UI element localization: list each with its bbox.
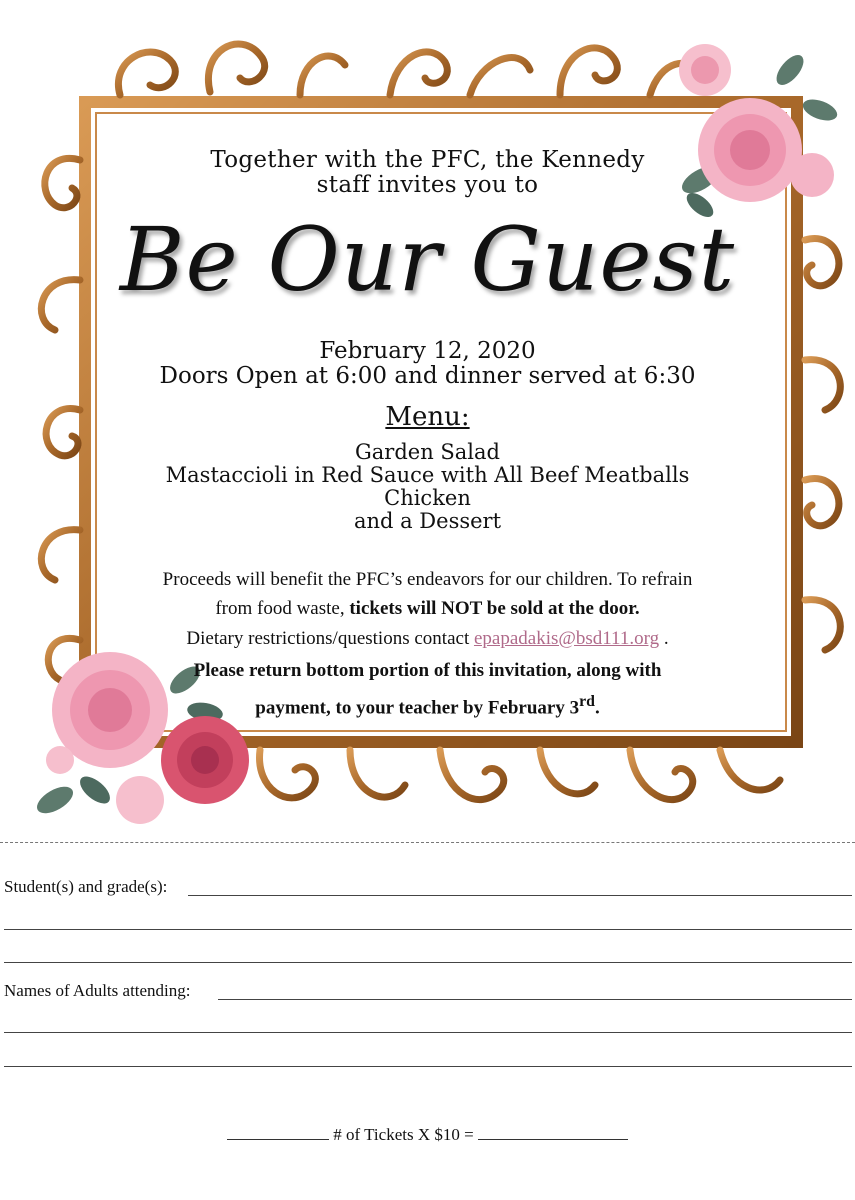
proceeds-line-2a: from food waste, xyxy=(215,598,350,619)
menu-item: Garden Salad xyxy=(355,440,500,464)
menu-item: and a Dessert xyxy=(353,509,502,533)
ticket-count-field[interactable] xyxy=(227,1125,329,1140)
event-date: February 12, 2020 xyxy=(319,338,536,364)
no-door-sales-notice: tickets will NOT be sold at the door. xyxy=(349,598,640,619)
cut-line xyxy=(0,842,855,843)
adults-label: Names of Adults attending: xyxy=(4,981,191,1000)
ordinal-suffix: rd xyxy=(579,693,595,710)
proceeds-line-2 xyxy=(0,595,855,623)
return-line-2 xyxy=(0,688,855,722)
students-field-line-3[interactable] xyxy=(4,962,852,963)
menu-item: Mastaccioli in Red Sauce with All Beef Meatballs xyxy=(165,463,690,487)
adults-field[interactable] xyxy=(218,999,852,1000)
dietary-end: . xyxy=(659,628,669,649)
tickets-label: # of Tickets X $10 = xyxy=(333,1125,474,1144)
contact-email-link[interactable]: epapadakis@bsd111.org xyxy=(473,628,660,649)
return-text: payment, to your teacher by February 3 xyxy=(255,697,580,719)
students-field-line-2[interactable] xyxy=(4,929,852,930)
students-field[interactable] xyxy=(188,895,852,896)
tickets-row xyxy=(0,1125,855,1145)
return-line-1: Please return bottom portion of this invitation, along with xyxy=(193,660,662,681)
dietary-line xyxy=(0,625,855,653)
adults-field-line-2[interactable] xyxy=(4,1032,852,1033)
invitation-title: Be Our Guest xyxy=(119,208,736,311)
top-scrollwork xyxy=(118,44,700,95)
ticket-total-field[interactable] xyxy=(478,1125,628,1140)
event-times: Doors Open at 6:00 and dinner served at 6:30 xyxy=(159,363,696,389)
menu-item: Chicken xyxy=(384,486,471,510)
intro-line-1: Together with the PFC, the Kennedy xyxy=(210,147,645,173)
dietary-text: Dietary restrictions/questions contact xyxy=(186,628,474,649)
menu-heading: Menu: xyxy=(385,402,470,432)
bottom-scrollwork xyxy=(260,750,780,800)
intro-text xyxy=(0,148,855,198)
students-label: Student(s) and grade(s): xyxy=(4,877,168,896)
adults-field-line-3[interactable] xyxy=(4,1066,852,1067)
intro-line-2: staff invites you to xyxy=(316,172,539,198)
proceeds-line-1: Proceeds will benefit the PFC’s endeavors for our children. To refrain xyxy=(162,569,693,590)
return-end: . xyxy=(594,697,600,719)
